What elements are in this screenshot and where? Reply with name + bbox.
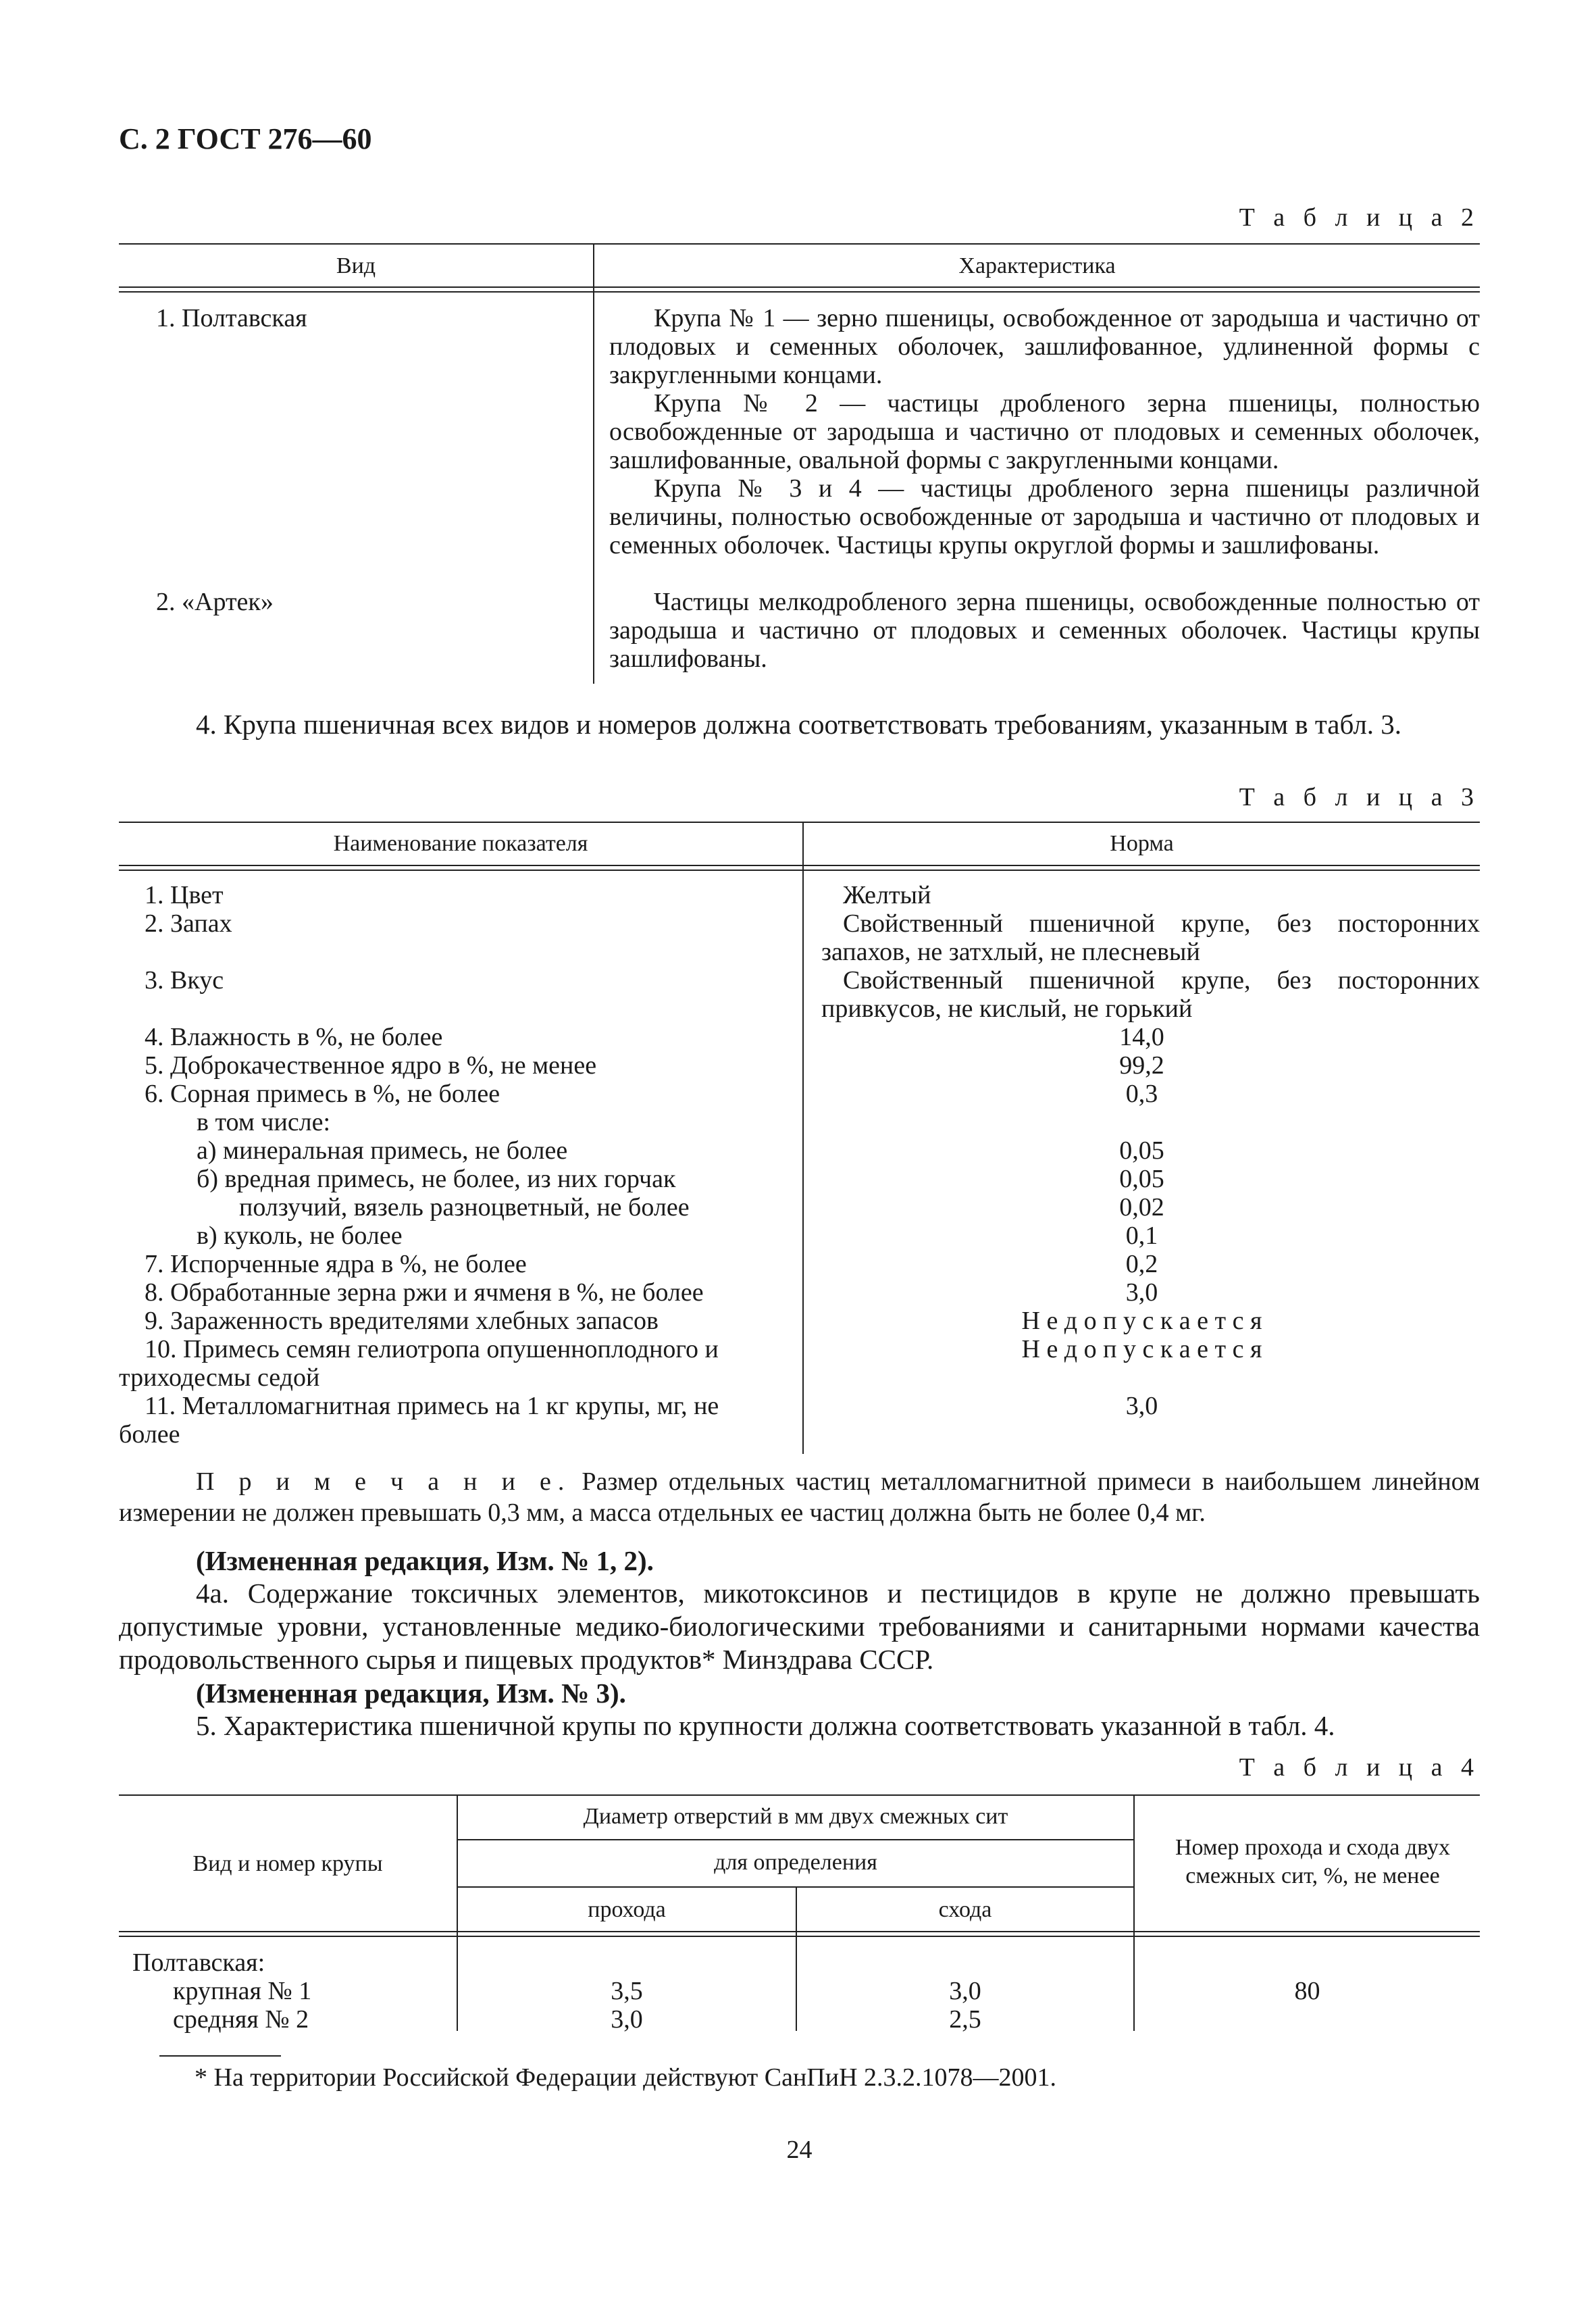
table2-desc-1a: Крупа № 1 — зерно пшеницы, освобожденное от зародыша и частично от плодовых и семенных оболочек, зашлифованное, удлиненной формы с закругленными концами. [609, 304, 1480, 389]
table3-header-name: Наименование показателя [333, 831, 588, 856]
table3-header-rule [119, 865, 1480, 871]
table2-desc-2: Частицы мелкодробленого зерна пшеницы, освобожденные полностью от зародыша и частично от плодовых и семенных оболочек. Частицы крупы зашлифованы. [609, 588, 1480, 673]
table4-pass-value: 3,5 [611, 1977, 643, 2005]
table3-row-norm: 0,02 [1119, 1193, 1164, 1222]
page-number: 24 [786, 2136, 813, 2164]
table3-row-name: 4. Влажность в %, не более [145, 1023, 443, 1051]
table3-header-norm: Норма [1110, 831, 1174, 856]
table3-row-name: 2. Запах [145, 909, 232, 938]
table3-row-norm: Свойственный пшеничной крупе, без посторонних привкусов, не кислый, не горький [821, 966, 1480, 1023]
table3-row-name: более [119, 1420, 180, 1449]
table4-header-number: Номер прохода и схода двух смежных сит, %, не менее [1175, 1835, 1451, 1888]
table3-row-name: триходесмы седой [119, 1363, 320, 1392]
table4-caption: Т а б л и ц а 4 [1239, 1753, 1480, 1782]
table4-header-pass: прохода [588, 1897, 666, 1922]
paragraph-4a: 4а. Содержание токсичных элементов, микотоксинов и пестицидов в крупе не должно превышать допустимые уровни, установленные медико-биологическими требованиями и санитарными нормами качества продовольственного сырья и пищевых продуктов* Минздрава СССР. [119, 1578, 1480, 1675]
table4-stay-value: 3,0 [949, 1977, 981, 2005]
table4-sub-rule-2 [458, 1886, 1133, 1888]
edit-note-3: (Измененная редакция, Изм. № 3). [196, 1678, 626, 1709]
table3-row-name: 1. Цвет [145, 881, 224, 909]
table3-row-name: 9. Зараженность вредителями хлебных запасов [145, 1307, 659, 1335]
note-label: П р и м е ч а н и е. [196, 1467, 571, 1496]
footnote: * На территории Российской Федерации действуют СанПиН 2.3.2.1078—2001. [195, 2063, 1057, 2092]
table4-group: Полтавская: [132, 1948, 265, 1977]
table2-desc-1b: Крупа № 2 — частицы дробленого зерна пшеницы, полностью освобожденные от зародыша и частично от плодовых и семенных оболочек, зашлифованные, овальной формы с закругленными концами. [609, 389, 1480, 474]
table4-stay-value: 2,5 [949, 2005, 981, 2034]
table3-row-norm: Желтый [843, 881, 931, 909]
table3-row-name: 10. Примесь семян гелиотропа опушенноплодного и [145, 1335, 719, 1363]
table2-top-rule [119, 243, 1480, 245]
table4-header-stay: схода [938, 1897, 992, 1922]
edit-note-1-2: (Измененная редакция, Изм. № 1, 2). [196, 1545, 654, 1576]
table4-header-for: для определения [714, 1850, 877, 1875]
table3-row-name: 8. Обработанные зерна ржи и ячменя в %, не более [145, 1278, 704, 1307]
table3-row-norm: Н е д о п у с к а е т с я [1021, 1307, 1262, 1335]
table3-row-norm: 0,2 [1125, 1250, 1158, 1278]
table4-header-kind: Вид и номер крупы [192, 1851, 383, 1876]
table4-pass-value: 3,0 [611, 2005, 643, 2034]
table2-header-rule [119, 286, 1480, 293]
table2-caption: Т а б л и ц а 2 [1239, 203, 1480, 232]
table3-row-norm: 3,0 [1125, 1392, 1158, 1420]
table3-note [119, 1466, 1480, 1528]
table2-header-characteristic: Характеристика [958, 253, 1116, 278]
table4-sub-rule-1 [458, 1839, 1133, 1840]
table3-row-norm: 0,1 [1125, 1222, 1158, 1250]
table3-row-norm: 3,0 [1125, 1278, 1158, 1307]
table3-caption: Т а б л и ц а 3 [1239, 783, 1480, 811]
table3-row-name: 7. Испорченные ядра в %, не более [145, 1250, 527, 1278]
table3-row-norm: 14,0 [1119, 1023, 1164, 1051]
table4-row-name: крупная № 1 [173, 1977, 312, 2005]
table3-row-norm: Н е д о п у с к а е т с я [1021, 1335, 1262, 1363]
table3-row-name: ползучий, вязель разноцветный, не более [239, 1193, 690, 1222]
table3-row-norm: 0,05 [1119, 1136, 1164, 1165]
table2-column-divider [593, 243, 594, 684]
table3-row-name: б) вредная примесь, не более, из них горчак [197, 1165, 676, 1193]
paragraph-4: 4. Крупа пшеничная всех видов и номеров должна соответствовать требованиям, указанным в табл. 3. [196, 709, 1402, 740]
table4-number-value: 80 [1294, 1977, 1320, 2005]
table4-top-rule [119, 1794, 1480, 1796]
table2-kind-1: 1. Полтавская [156, 304, 307, 332]
table3-top-rule [119, 822, 1480, 823]
table4-header-diameter: Диаметр отверстий в мм двух смежных сит [583, 1804, 1008, 1829]
table3-row-norm: 0,3 [1125, 1080, 1158, 1108]
page-header: С. 2 ГОСТ 276—60 [119, 122, 372, 155]
paragraph-5: 5. Характеристика пшеничной крупы по крупности должна соответствовать указанной в табл. 4. [196, 1710, 1335, 1741]
table4-row-name: средняя № 2 [173, 2005, 309, 2034]
table3-row-name: 6. Сорная примесь в %, не более [145, 1080, 500, 1108]
note-text: Размер отдельных частиц металломагнитной примеси в наибольшем линейном измерении не должен превышать 0,3 мм, а масса отдельных ее частиц должна быть не более 0,4 мг. [119, 1467, 1480, 1527]
table3-row-norm: 0,05 [1119, 1165, 1164, 1193]
table2-desc-1c: Крупа № 3 и 4 — частицы дробленого зерна пшеницы различной величины, полностью освобожденные от зародыша и частично от плодовых и семенных оболочек. Частицы крупы округлой формы и зашлифованы. [609, 474, 1480, 559]
table3-row-name: 3. Вкус [145, 966, 224, 995]
table3-row-name: 11. Металломагнитная примесь на 1 кг крупы, мг, не [145, 1392, 719, 1420]
table3-row-name: в том числе: [197, 1108, 331, 1136]
table2-header-kind: Вид [336, 253, 376, 278]
table4-header-rule [119, 1931, 1480, 1937]
table3-row-name: а) минеральная примесь, не более [197, 1136, 568, 1165]
table2-kind-2: 2. «Артек» [156, 588, 274, 616]
table3-row-norm: 99,2 [1119, 1051, 1164, 1080]
table3-row-name: в) куколь, не более [197, 1222, 403, 1250]
footnote-rule [159, 2055, 281, 2057]
table3-row-norm: Свойственный пшеничной крупе, без посторонних запахов, не затхлый, не плесневый [821, 909, 1480, 966]
table3-row-name: 5. Доброкачественное ядро в %, не менее [145, 1051, 597, 1080]
